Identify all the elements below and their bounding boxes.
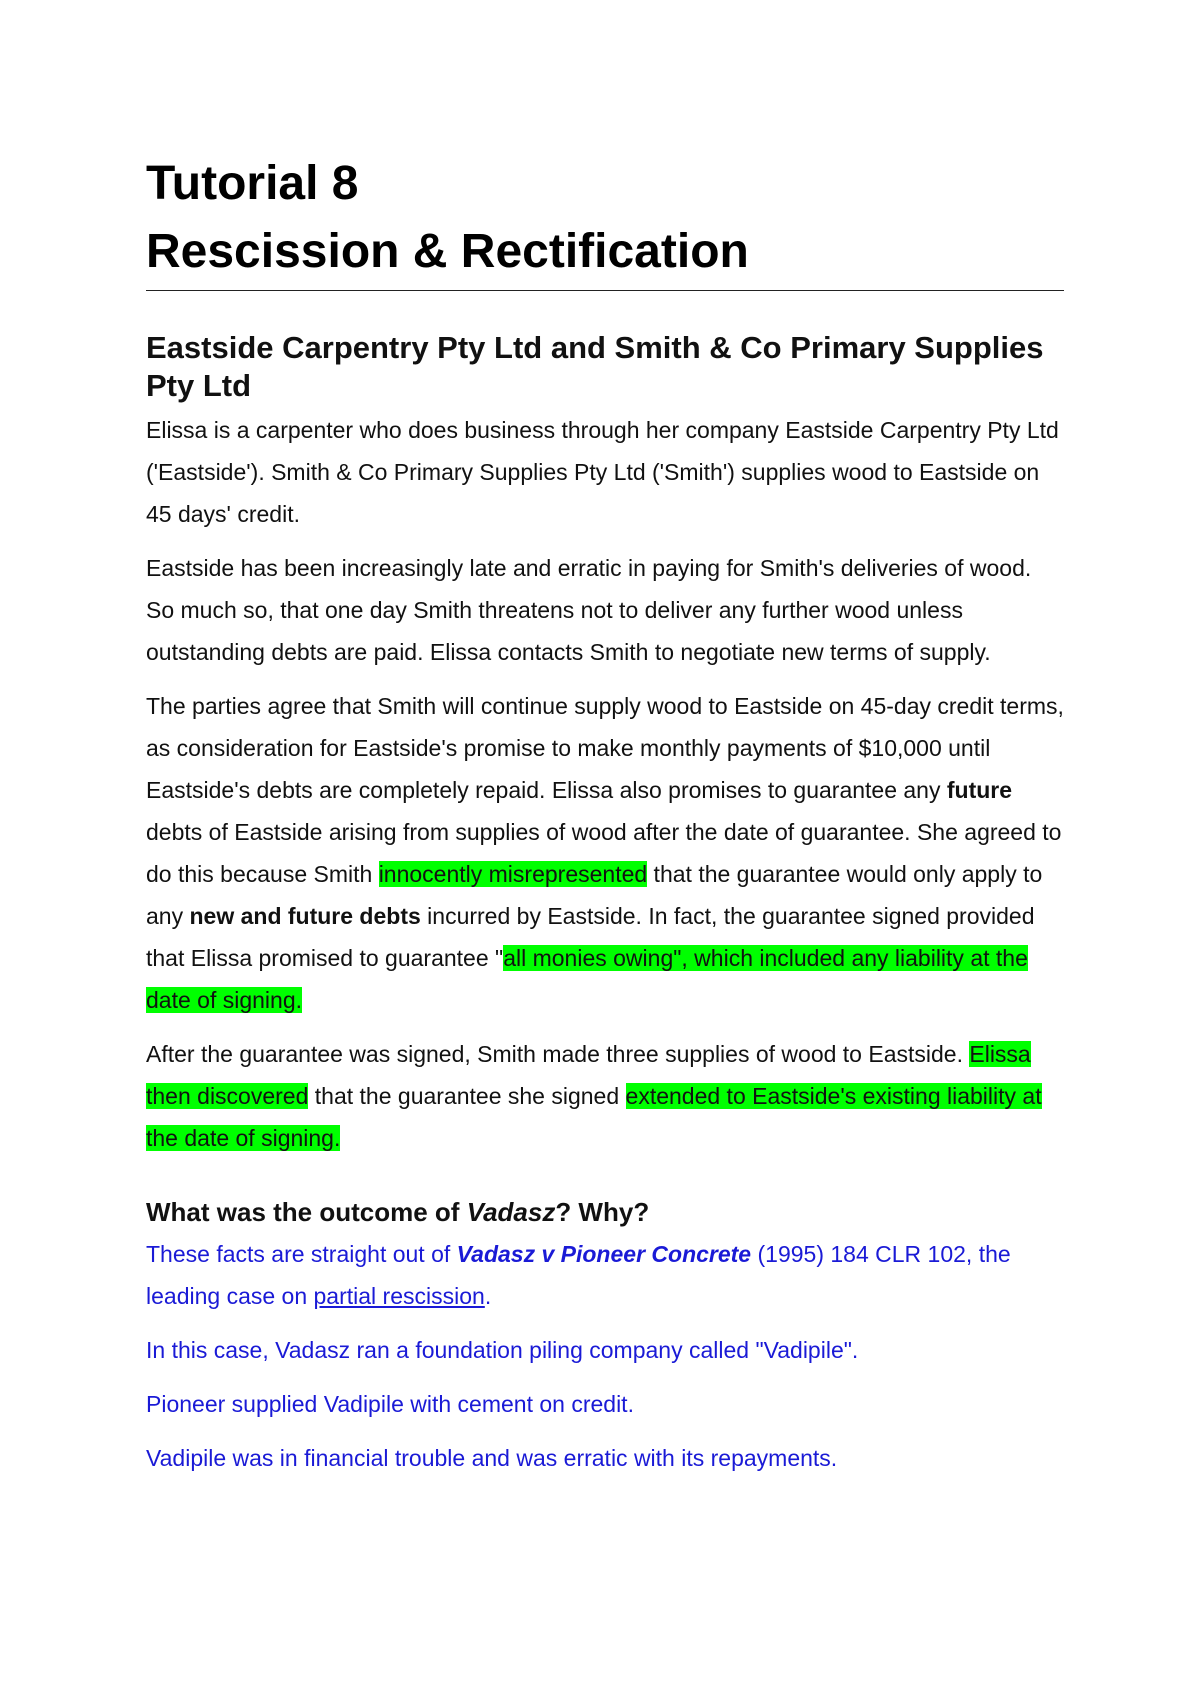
p3-highlight-misrepresented: innocently misrepresented <box>378 861 648 887</box>
a1-underline-partial-rescission: partial rescission <box>313 1283 485 1309</box>
answer-paragraph-1 <box>146 1233 1064 1317</box>
title-line-1: Tutorial 8 <box>146 157 359 210</box>
p3-text-3: that the guarantee would only apply to any <box>146 861 1043 929</box>
question-heading <box>146 1195 1064 1229</box>
answer-paragraph-3: Pioneer supplied Vadipile with cement on credit. <box>146 1391 634 1417</box>
p4-highlight-extended: extended to Eastside's existing liability at the date of signing. <box>146 1083 1042 1151</box>
p4-text-2: that the guarantee she signed <box>308 1083 626 1109</box>
p3-text-4: incurred by Eastside. In fact, the guarantee signed provided that Elissa promised to guarantee " <box>146 903 1035 971</box>
page-title <box>146 150 1064 291</box>
document-body <box>146 150 1064 1491</box>
paragraph-4 <box>146 1033 1064 1159</box>
title-line-2: Rescission & Rectification <box>146 225 749 278</box>
paragraph-2: Eastside has been increasingly late and erratic in paying for Smith's deliveries of wood. So much so, that one day Smith threatens not to deliver any further wood unless outstanding debts are paid. Elissa contacts Smith to negotiate new terms of supply. <box>146 555 1032 665</box>
answer-paragraph-4: Vadipile was in financial trouble and was erratic with its repayments. <box>146 1445 838 1471</box>
p3-highlight-all-monies: all monies owing", which included any liability at the date of signing. <box>146 945 1028 1013</box>
p3-text-1: The parties agree that Smith will continue supply wood to Eastside on 45-day credit terms, as consideration for Eastside's promise to make monthly payments of $10,000 until Eastside's debts are completely repaid. Elissa also promises to guarantee any <box>146 693 1064 803</box>
p3-bold-future: future <box>946 777 1013 803</box>
a1-case-name: Vadasz v Pioneer Concrete <box>456 1241 752 1267</box>
paragraph-3 <box>146 685 1064 1021</box>
section-heading: Eastside Carpentry Pty Ltd and Smith & Co Primary Supplies Pty Ltd <box>146 330 1044 403</box>
p4-highlight-discovered: Elissa then discovered <box>146 1041 1031 1109</box>
p3-text-2: debts of Eastside arising from supplies of wood after the date of guarantee. She agreed to do this because Smith <box>146 819 1062 887</box>
a1-text-1: These facts are straight out of <box>146 1241 457 1267</box>
p4-text-1: After the guarantee was signed, Smith made three supplies of wood to Eastside. <box>146 1041 970 1067</box>
answer-paragraph-2: In this case, Vadasz ran a foundation piling company called "Vadipile". <box>146 1337 859 1363</box>
question-text-2: ? Why? <box>555 1197 650 1227</box>
question-case-name: Vadasz <box>466 1197 556 1227</box>
a1-text-3: . <box>484 1283 492 1309</box>
paragraph-1: Elissa is a carpenter who does business through her company Eastside Carpentry Pty Ltd ('Eastside'). Smith & Co Primary Supplies Pty Ltd ('Smith') supplies wood to Eastside on 45 days' credit. <box>146 417 1059 527</box>
question-text-1: What was the outcome of <box>146 1197 467 1227</box>
p3-bold-new-future-debts: new and future debts <box>189 903 421 929</box>
a1-text-2: (1995) 184 CLR 102, the leading case on <box>146 1241 1011 1309</box>
